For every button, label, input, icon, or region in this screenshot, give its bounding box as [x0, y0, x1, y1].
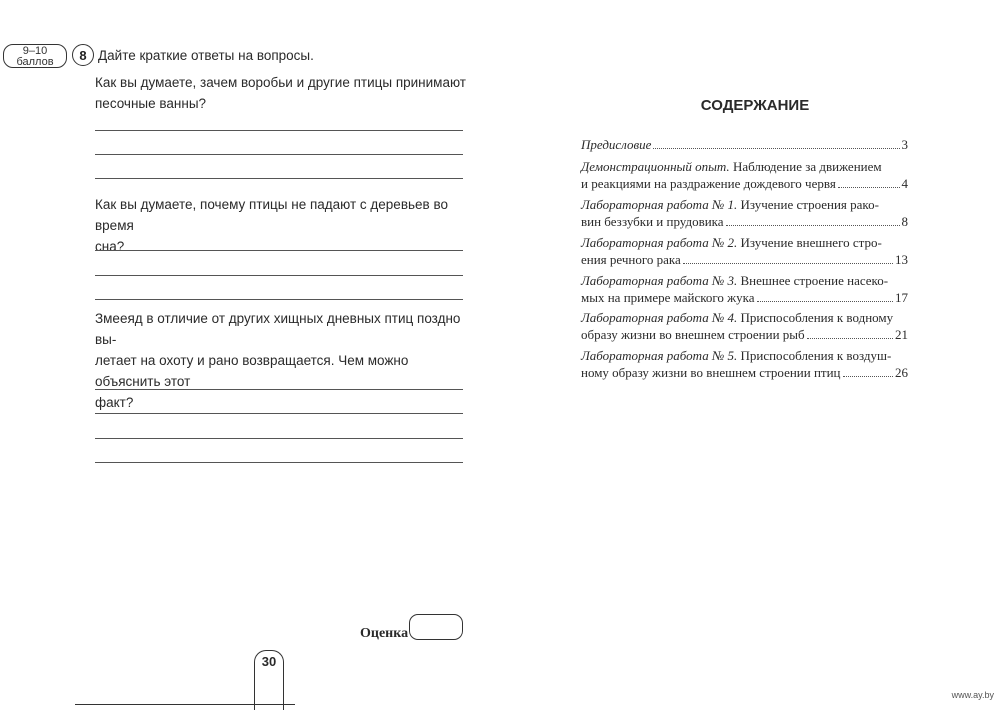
question-1: [95, 72, 467, 114]
toc-entry-prefix: Лабораторная работа № 5.: [581, 348, 738, 363]
toc-leader-dots: [838, 187, 900, 188]
answer-line[interactable]: [95, 413, 463, 414]
question-1-line1: Как вы думаете, зачем воробьи и другие птицы принимают: [95, 75, 466, 90]
score-badge: [3, 44, 67, 68]
answer-line[interactable]: [95, 462, 463, 463]
page-number: 30: [261, 654, 277, 669]
toc-entry[interactable]: [581, 272, 908, 306]
toc-title: СОДЕРЖАНИЕ: [700, 97, 810, 114]
question-3-line3: факт?: [95, 395, 134, 410]
toc-page-number: 4: [901, 176, 908, 191]
toc-leader-dots: [683, 263, 893, 264]
toc-leader-dots: [757, 301, 893, 302]
toc-leader-dots: [843, 376, 893, 377]
toc-entry[interactable]: [581, 196, 908, 230]
toc-entry-text-cont: вин беззубки и прудовика: [581, 214, 724, 229]
toc-entry-text-cont: ения речного рака: [581, 252, 681, 267]
toc-page-number: 3: [901, 137, 908, 152]
toc-leader-dots: [807, 338, 893, 339]
toc-entry-prefix: Лабораторная работа № 1.: [581, 197, 738, 212]
toc-page-number: 21: [895, 327, 908, 342]
question-3-line2: летает на охоту и рано возвращается. Чем можно объяснить этот: [95, 353, 409, 389]
question-2-line1: Как вы думаете, почему птицы не падают с деревьев во время: [95, 197, 448, 233]
toc-entry[interactable]: [581, 136, 908, 153]
question-3-line1: Змееяд в отличие от других хищных дневных птиц поздно вы-: [95, 311, 461, 347]
left-page: [0, 0, 500, 707]
toc-entry-prefix: Демонстрационный опыт.: [581, 159, 730, 174]
toc-page-number: 26: [895, 365, 908, 380]
answer-line[interactable]: [95, 438, 463, 439]
task-instruction: Дайте краткие ответы на вопросы.: [98, 48, 314, 63]
toc-entry-text-cont: мых на примере майского жука: [581, 290, 755, 305]
question-2: [95, 194, 467, 257]
watermark: www.ay.by: [951, 690, 994, 700]
page-bottom-rule: [75, 704, 295, 705]
grade-box[interactable]: [409, 614, 463, 640]
toc-entry-prefix: Лабораторная работа № 3.: [581, 273, 738, 288]
toc-entry-text: Внешнее строение насеко-: [737, 273, 889, 288]
toc-entry-text: Наблюдение за движением: [729, 159, 882, 174]
question-2-line2: сна?: [95, 239, 125, 254]
answer-line[interactable]: [95, 154, 463, 155]
toc-page-number: 17: [895, 290, 908, 305]
toc-entry-text-cont: образу жизни во внешнем строении рыб: [581, 327, 805, 342]
toc-entry-text-cont: ному образу жизни во внешнем строении птиц: [581, 365, 841, 380]
toc-entry[interactable]: [581, 347, 908, 381]
toc-leader-dots: [653, 148, 899, 149]
toc-page-number: 8: [901, 214, 908, 229]
score-badge-line2: баллов: [16, 56, 54, 68]
toc-entry-text: Приспособления к воздуш-: [737, 348, 892, 363]
toc-entry-text: Приспособления к водному: [737, 310, 894, 325]
toc-entry-text: Изучение строения рако-: [737, 197, 879, 212]
toc-entry-text-cont: и реакциями на раздражение дождевого червя: [581, 176, 836, 191]
toc-page-number: 13: [895, 252, 908, 267]
question-1-line2: песочные ванны?: [95, 96, 207, 111]
answer-line[interactable]: [95, 130, 463, 131]
answer-line[interactable]: [95, 178, 463, 179]
toc-entry-prefix: Предисловие: [581, 137, 652, 152]
toc-entry-prefix: Лабораторная работа № 2.: [581, 235, 738, 250]
grade-label: Оценка: [360, 626, 409, 641]
answer-line[interactable]: [95, 275, 463, 276]
toc-entry[interactable]: [581, 234, 908, 268]
toc-entry-prefix: Лабораторная работа № 4.: [581, 310, 738, 325]
answer-line[interactable]: [95, 250, 463, 251]
toc-leader-dots: [726, 225, 900, 226]
right-page: [500, 0, 1000, 707]
toc-entry-text: Изучение внешнего стро-: [737, 235, 882, 250]
task-number: 8: [72, 44, 94, 66]
toc-entry[interactable]: [581, 158, 908, 192]
question-3: [95, 308, 467, 413]
answer-line[interactable]: [95, 299, 463, 300]
toc-entry[interactable]: [581, 309, 908, 343]
score-badge-line1: 9–10: [22, 45, 48, 57]
answer-line[interactable]: [95, 389, 463, 390]
